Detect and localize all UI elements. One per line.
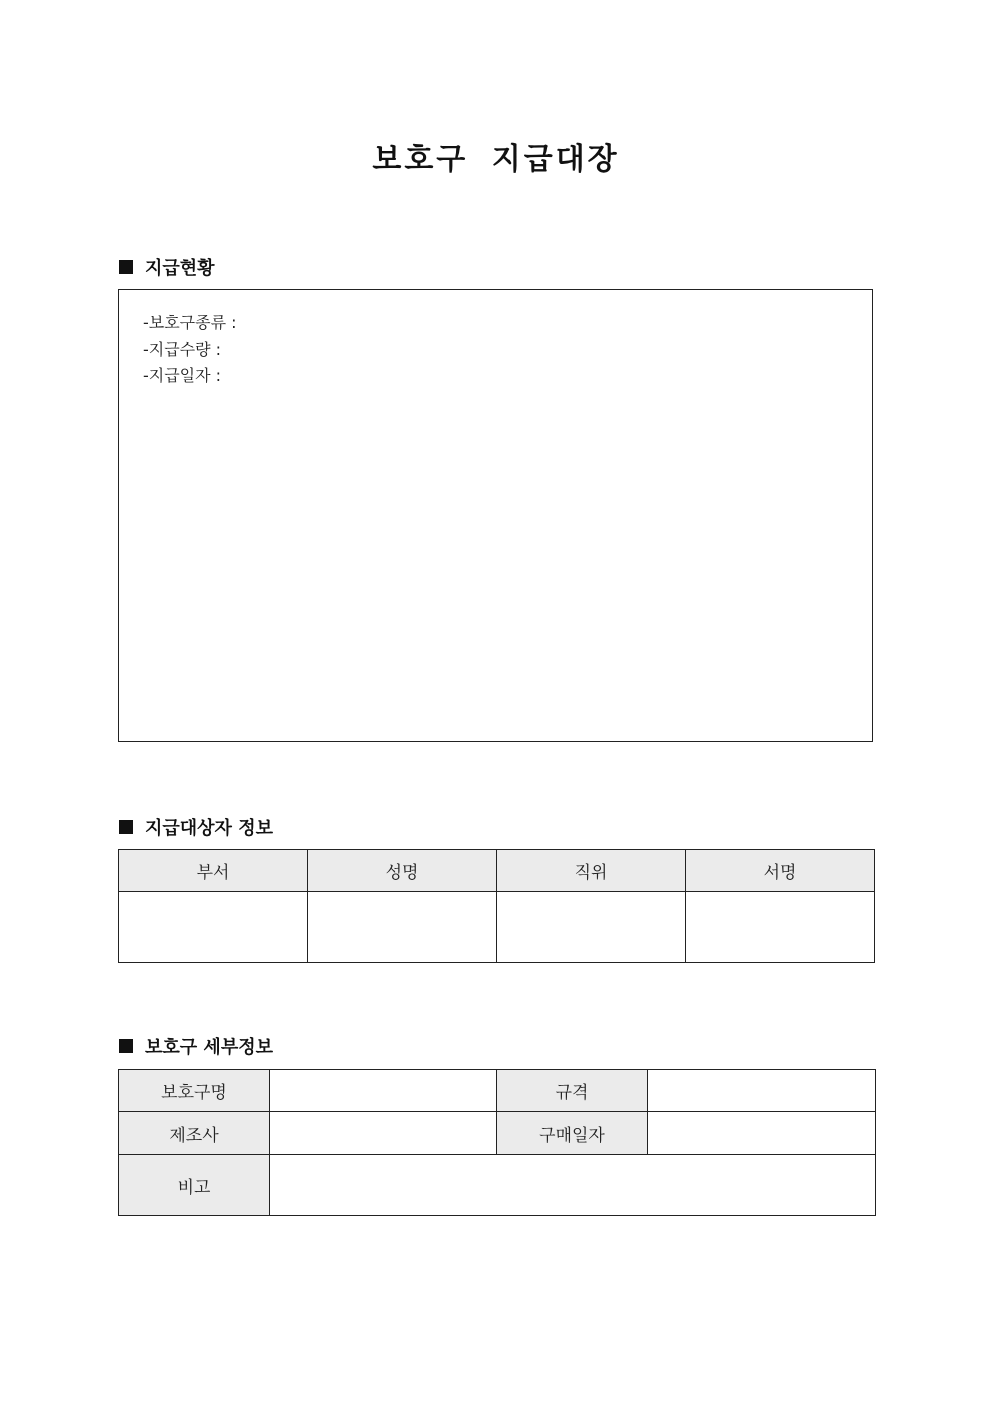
recipient-heading	[119, 814, 273, 840]
name-cell[interactable]	[308, 892, 497, 963]
table-row	[119, 1112, 876, 1155]
status-line-type: -보호구종류 :	[143, 313, 237, 332]
recipient-table	[118, 849, 875, 963]
table-row	[119, 1070, 876, 1112]
column-header-name: 성명	[308, 850, 497, 892]
signature-cell[interactable]	[686, 892, 875, 963]
status-heading-label: 지급현황	[145, 258, 215, 279]
status-line-quantity: -지급수량 :	[143, 339, 222, 359]
status-box[interactable]	[118, 289, 873, 742]
page-title: 보호구 지급대장	[372, 142, 620, 177]
recipient-heading-label: 지급대상자 정보	[145, 818, 273, 839]
department-cell[interactable]	[119, 892, 308, 963]
status-line-date: -지급일자 :	[143, 366, 222, 385]
square-bullet-icon	[119, 1039, 133, 1053]
position-cell[interactable]	[497, 892, 686, 963]
table-row	[119, 1155, 876, 1216]
details-heading-label: 보호구 세부정보	[145, 1037, 273, 1058]
label-maker: 제조사	[119, 1112, 270, 1155]
remarks-cell[interactable]	[270, 1155, 876, 1216]
protector-name-cell[interactable]	[270, 1070, 497, 1112]
spec-cell[interactable]	[648, 1070, 876, 1112]
label-purchase-date: 구매일자	[497, 1112, 648, 1155]
column-header-signature: 서명	[686, 850, 875, 892]
label-protector-name: 보호구명	[119, 1070, 270, 1112]
label-spec: 규격	[497, 1070, 648, 1112]
square-bullet-icon	[119, 260, 133, 274]
status-heading	[119, 254, 215, 280]
column-header-position: 직위	[497, 850, 686, 892]
details-heading	[119, 1033, 273, 1059]
table-header-row	[119, 850, 875, 892]
table-row	[119, 892, 875, 963]
column-header-department: 부서	[119, 850, 308, 892]
details-table	[118, 1069, 876, 1216]
square-bullet-icon	[119, 820, 133, 834]
purchase-date-cell[interactable]	[648, 1112, 876, 1155]
maker-cell[interactable]	[270, 1112, 497, 1155]
label-remarks: 비고	[119, 1155, 270, 1216]
